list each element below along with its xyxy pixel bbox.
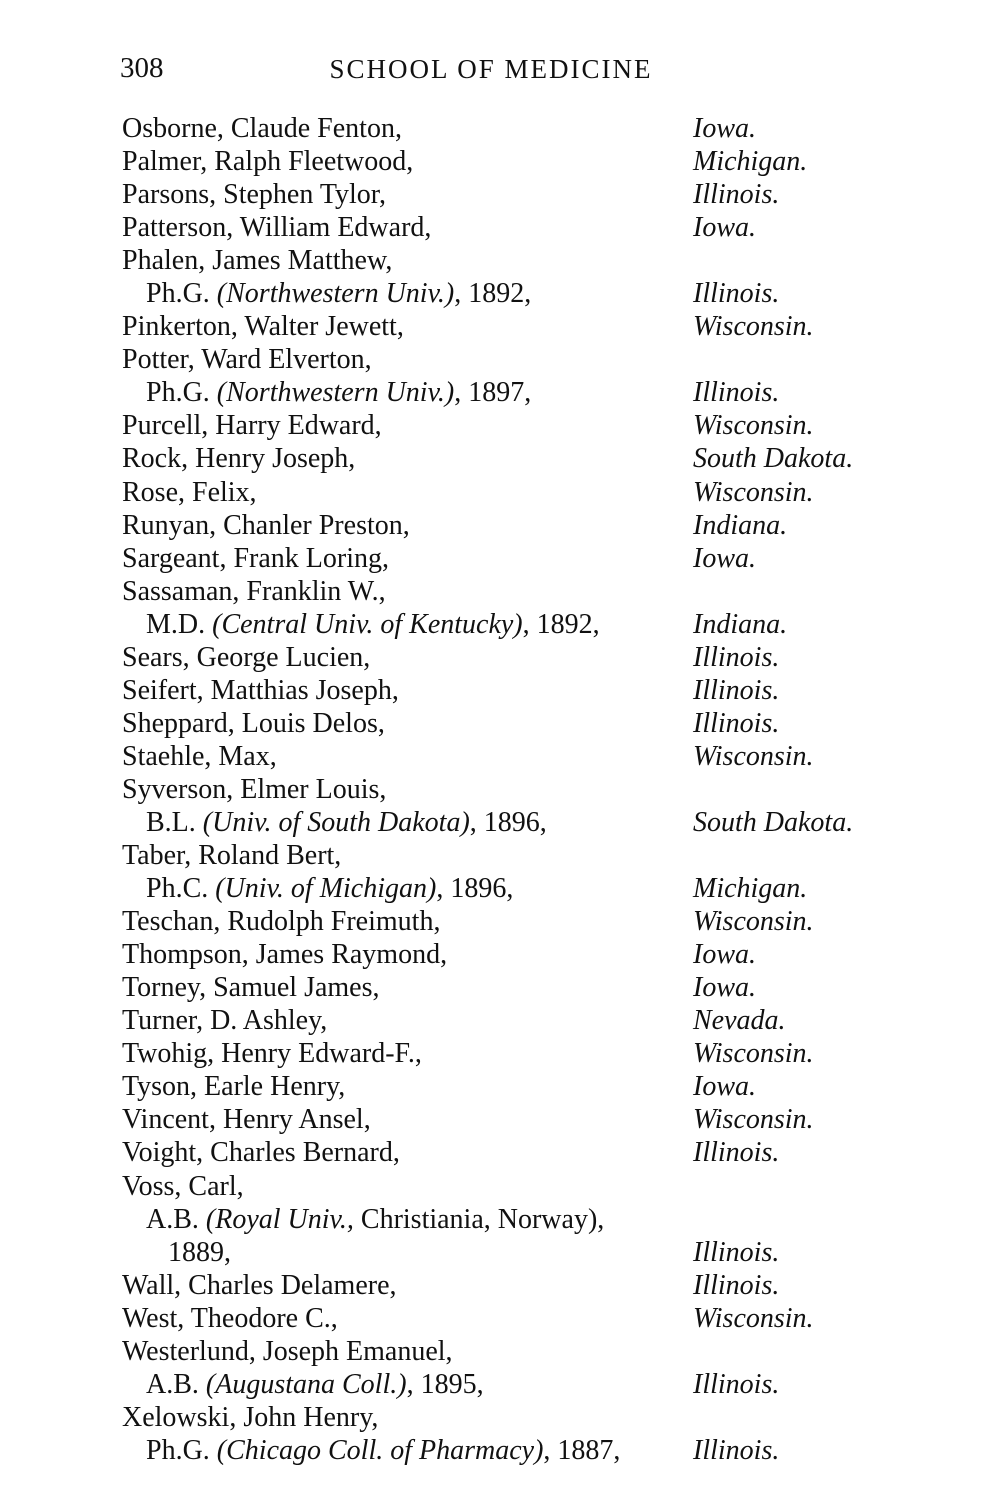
degree-detail [146, 376, 531, 409]
running-head: SCHOOL OF MEDICINE [329, 54, 653, 84]
home-state: Wisconsin. [693, 311, 814, 343]
degree-detail [146, 872, 513, 905]
degree: Ph.G. [146, 1434, 217, 1466]
degree-detail [146, 608, 600, 641]
degree: A.B. [146, 1203, 206, 1235]
list-item [0, 476, 982, 509]
degree: A.B. [146, 1368, 206, 1400]
student-name: Rock, Henry Joseph, [122, 443, 356, 475]
student-name: Pinkerton, Walter Jewett, [122, 311, 404, 343]
home-state: Illinois. [693, 641, 780, 673]
list-item [0, 1302, 982, 1335]
list-item [0, 608, 982, 641]
degree-detail [146, 277, 531, 310]
list-item [0, 674, 982, 707]
list-item [0, 112, 982, 145]
home-state: Illinois. [693, 674, 780, 706]
student-name: Westerlund, Joseph Emanuel, [122, 1335, 453, 1367]
list-item [0, 773, 982, 806]
degree-detail [146, 1203, 604, 1236]
institution: (Augustana Coll.) [205, 1368, 407, 1400]
list-item [0, 145, 982, 178]
home-state: Wisconsin. [693, 906, 814, 938]
degree-year: , 1896, [469, 806, 547, 838]
student-name: Rose, Felix, [122, 476, 257, 508]
degree: Ph.G. [146, 278, 217, 310]
list-item [0, 509, 982, 542]
home-state: Iowa. [693, 1071, 756, 1103]
list-item [0, 1269, 982, 1302]
list-item [0, 1136, 982, 1169]
student-name: Osborne, Claude Fenton, [122, 113, 402, 144]
degree-detail [168, 1236, 231, 1269]
home-state: Wisconsin. [693, 410, 814, 442]
home-state: South Dakota. [693, 806, 854, 838]
list-item [0, 1368, 982, 1401]
degree-detail [146, 1368, 484, 1401]
home-state: Nevada. [693, 1005, 786, 1037]
home-state: Illinois. [693, 278, 780, 310]
home-state: Iowa. [693, 972, 756, 1004]
student-name: Torney, Samuel James, [122, 972, 380, 1004]
list-item [0, 1203, 982, 1236]
degree-year: , 1896, [436, 873, 514, 905]
list-item [0, 343, 982, 376]
list-item [0, 442, 982, 475]
list-item [0, 1401, 982, 1434]
list-item [0, 872, 982, 905]
list-item [0, 1037, 982, 1070]
home-state: Iowa. [693, 212, 756, 244]
home-state: Indiana. [693, 608, 788, 640]
degree-year: Christiania, Norway), [353, 1203, 605, 1235]
list-item [0, 1335, 982, 1368]
student-name: Turner, D. Ashley, [122, 1005, 328, 1037]
institution: (Chicago Coll. of Pharmacy) [216, 1434, 544, 1466]
student-name: Voss, Carl, [122, 1170, 244, 1202]
student-name: Sears, George Lucien, [122, 641, 371, 673]
home-state: Illinois. [693, 1137, 780, 1169]
degree: M.D. [146, 608, 213, 640]
degree-detail [146, 1434, 620, 1467]
list-item [0, 938, 982, 971]
degree-year: , 1892, [522, 608, 600, 640]
student-name: Twohig, Henry Edward-F., [122, 1038, 422, 1070]
home-state: Illinois. [693, 377, 780, 409]
list-item [0, 641, 982, 674]
list-item [0, 971, 982, 1004]
home-state: Wisconsin. [693, 476, 814, 508]
student-list [0, 112, 982, 1467]
institution: (Univ. of Michigan) [215, 873, 437, 905]
student-name: Sassaman, Franklin W., [122, 575, 386, 607]
institution: (Univ. of South Dakota) [202, 806, 470, 838]
student-name: Purcell, Harry Edward, [122, 410, 382, 442]
institution: (Northwestern Univ.) [216, 377, 455, 409]
home-state: Michigan. [693, 873, 808, 905]
home-state: Wisconsin. [693, 1038, 814, 1070]
student-name: Wall, Charles Delamere, [122, 1269, 397, 1301]
student-name: Potter, Ward Elverton, [122, 344, 372, 376]
student-name: Thompson, James Raymond, [122, 939, 448, 971]
list-item [0, 211, 982, 244]
student-name: Patterson, William Edward, [122, 212, 432, 244]
student-name: Seifert, Matthias Joseph, [122, 674, 399, 706]
list-item [0, 707, 982, 740]
degree: 1889, [168, 1236, 231, 1268]
student-name: Parsons, Stephen Tylor, [122, 179, 386, 211]
page-header [0, 52, 982, 92]
list-item [0, 409, 982, 442]
degree-year: , 1895, [406, 1368, 484, 1400]
list-item [0, 277, 982, 310]
home-state: Illinois. [693, 707, 780, 739]
home-state: Illinois. [693, 1236, 780, 1268]
student-name: Sheppard, Louis Delos, [122, 707, 385, 739]
home-state: Wisconsin. [693, 1302, 814, 1334]
student-name: Runyan, Chanler Preston, [122, 509, 410, 541]
institution: (Royal Univ., [205, 1203, 354, 1235]
home-state: Michigan. [693, 146, 808, 178]
list-item [0, 1236, 982, 1269]
list-item [0, 542, 982, 575]
student-name: Tyson, Earle Henry, [122, 1071, 346, 1103]
degree-detail [146, 806, 547, 839]
institution: (Northwestern Univ.) [216, 278, 455, 310]
list-item [0, 839, 982, 872]
home-state: Iowa. [693, 113, 756, 144]
student-name: Palmer, Ralph Fleetwood, [122, 146, 414, 178]
degree-year: , 1897, [454, 377, 532, 409]
home-state: Illinois. [693, 179, 780, 211]
student-name: Taber, Roland Bert, [122, 840, 342, 872]
home-state: Iowa. [693, 939, 756, 971]
student-name: Teschan, Rudolph Freimuth, [122, 906, 441, 938]
list-item [0, 1170, 982, 1203]
student-name: Vincent, Henry Ansel, [122, 1104, 371, 1136]
home-state: Illinois. [693, 1434, 780, 1466]
list-item [0, 575, 982, 608]
home-state: Indiana. [693, 509, 788, 541]
list-item [0, 1004, 982, 1037]
list-item [0, 1070, 982, 1103]
list-item [0, 905, 982, 938]
home-state: Illinois. [693, 1368, 780, 1400]
degree-year: , 1887, [543, 1434, 621, 1466]
student-name: Xelowski, John Henry, [122, 1401, 379, 1433]
student-name: Phalen, James Matthew, [122, 245, 393, 277]
degree: Ph.G. [146, 377, 217, 409]
degree-year: , 1892, [454, 278, 532, 310]
list-item [0, 310, 982, 343]
institution: (Central Univ. of Kentucky) [212, 608, 523, 640]
home-state: South Dakota. [693, 443, 854, 475]
list-item [0, 806, 982, 839]
home-state: Wisconsin. [693, 1104, 814, 1136]
list-item [0, 376, 982, 409]
student-name: Syverson, Elmer Louis, [122, 773, 387, 805]
student-name: Voight, Charles Bernard, [122, 1137, 400, 1169]
list-item [0, 244, 982, 277]
home-state: Iowa. [693, 542, 756, 574]
list-item [0, 1103, 982, 1136]
student-name: Staehle, Max, [122, 740, 277, 772]
degree: Ph.C. [146, 873, 216, 905]
student-name: Sargeant, Frank Loring, [122, 542, 389, 574]
home-state: Illinois. [693, 1269, 780, 1301]
list-item [0, 740, 982, 773]
home-state: Wisconsin. [693, 740, 814, 772]
list-item [0, 1434, 982, 1467]
list-item [0, 178, 982, 211]
student-name: West, Theodore C., [122, 1302, 338, 1334]
page-number: 308 [120, 52, 164, 84]
degree: B.L. [146, 806, 203, 838]
